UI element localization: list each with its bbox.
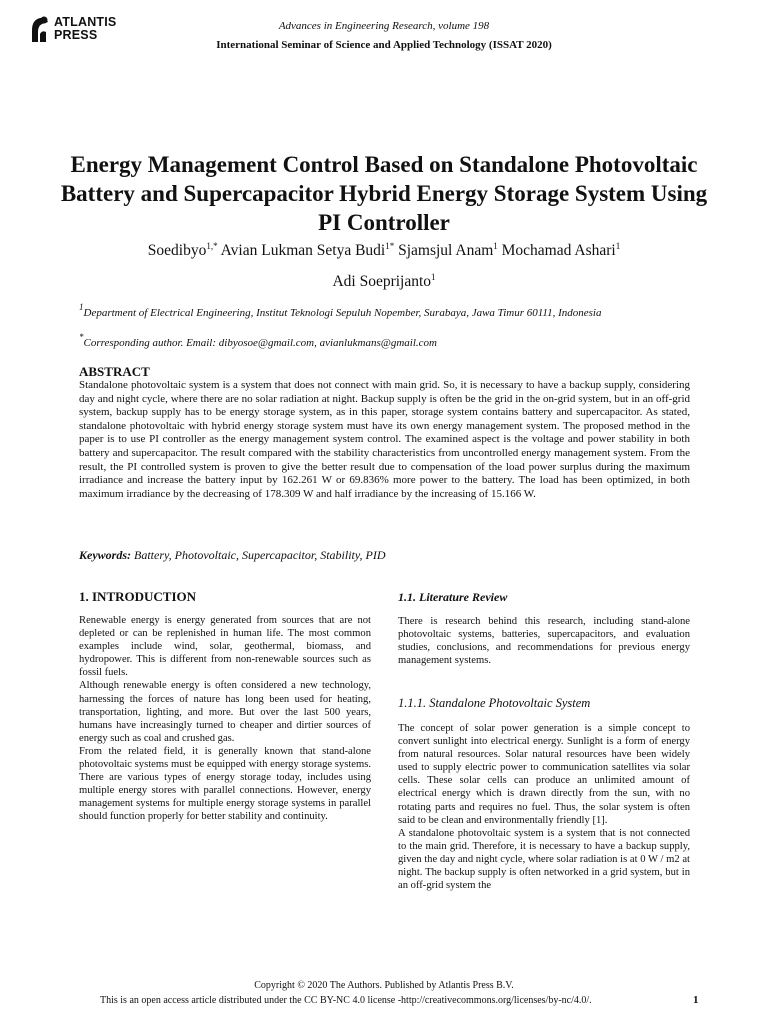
- author-name: Sjamsjul Anam: [398, 242, 494, 259]
- standalone-paragraph: The concept of solar power generation is a simple concept to convert sunlight into electrical energy. Sunlight is a form of energy from natural resources. Solar natural resources have been widely used to supply electric power to communication satellites via solar cells. These solar cells can produce an unlimited amount of electrical energy which is drawn directly from the sun, with no rotating parts and requires no fuel. Thus, the solar system is often said to be clean and environmentally friendly [1].: [398, 723, 690, 826]
- conference-name: International Seminar of Science and Applied Technology (ISSAT 2020): [216, 39, 552, 51]
- intro-paragraph: From the related field, it is generally known that stand-alone photovoltaic systems must be equipped with energy storage systems. There are various types of energy storage today, includes using multiple energy stores with parallel connections. However, energy management systems for multiple energy storage systems in parallel should function properly for better stability and continuity.: [79, 745, 371, 823]
- literature-paragraph: There is research behind this research, including stand-alone photovoltaic systems, batteries, supercapacitors, and evaluation studies, conclusions, and recommendations for previous energy management systems.: [398, 616, 690, 667]
- affiliation-text: Department of Electrical Engineering, Institut Teknologi Sepuluh Nopember, Surabaya, Jawa Timur 60111, Indonesia: [83, 307, 602, 319]
- standalone-pv-heading: 1.1.1. Standalone Photovoltaic System: [398, 696, 591, 710]
- author-sup: 1*: [385, 241, 395, 251]
- corresponding-author: [79, 332, 699, 350]
- keywords-text: Battery, Photovoltaic, Supercapacitor, Stability, PID: [134, 548, 386, 562]
- copyright-notice: Copyright © 2020 The Authors. Published by Atlantis Press B.V.: [254, 980, 514, 991]
- intro-paragraph: Renewable energy is energy generated from sources that are not depleted or can be replenished in human life. The most common examples include wind, solar, geothermal, biomass, and hydropower. This is different from non-renewable sources such as fossil fuels.: [79, 615, 371, 679]
- author-sup: 1: [493, 241, 498, 251]
- page-number: 1: [693, 994, 699, 1006]
- author-name: Avian Lukman Setya Budi: [220, 242, 386, 259]
- intro-column: [79, 614, 371, 824]
- paper-title: Energy Management Control Based on Standalone Photovoltaic Battery and Supercapacitor Hybrid Energy Storage System Using PI Controller: [60, 152, 708, 235]
- literature-heading: 1.1. Literature Review: [398, 590, 508, 604]
- corresponding-sup: *: [79, 332, 84, 342]
- intro-heading: 1. INTRODUCTION: [79, 589, 197, 604]
- author-sup: 1: [615, 241, 621, 251]
- intro-paragraph: Although renewable energy is often considered a new technology, harnessing the forces of nature has long been used for heating, transportation, lighting, and more. But over the last 500 years, humans have increasingly turned to cheaper and dirtier sources of energy such as coal and crushed gas.: [79, 680, 371, 744]
- keywords: [79, 548, 690, 563]
- abstract-text: Standalone photovoltaic system is a system that does not connect with main grid. So, it is necessary to have a backup supply, considering day and night cycle, where there are no solar radiation at night. Backup supply is often be the grid in the on-grid system, but in an off-grid system, backup supply has to be energy storage system, as in this paper, storage system contains battery and supercapacitor. As stated, standalone photovoltaic with hybrid energy storage system must have its own energy management system. The proposed method in the paper is to use PI controller as the energy management system control. The examined aspect is the voltage and power stability in both battery and supercapacitor. The result compared with the stability characteristics from uncontrolled energy management system. From the result, the PI controlled system is proven to give the better result due to compensation of the load power surplus during the maximum irradiance and increase the battery input by 162.261 W or 69.836% more power to the battery. The load has been optimized, in both maximum irradiance by the decreasing of 178.309 W and half irradiance by the increasing of 15.166 W.: [79, 379, 690, 500]
- corresponding-text: Corresponding author. Email: dibyosoe@gmail.com, avianlukmans@gmail.com: [83, 337, 437, 349]
- journal-volume: Advances in Engineering Research, volume 198: [278, 20, 490, 32]
- author-name: Soedibyo: [147, 242, 207, 259]
- author-name: Mochamad Ashari: [501, 242, 616, 259]
- standalone-paragraph: A standalone photovoltaic system is a system that is not connected to the main grid. Therefore, it is necessary to have a backup supply, given the day and night cycle, where solar radiation is at 0 W / m2 at night. The backup supply is often networked in a grid system, but in an off-grid system the: [398, 827, 690, 892]
- logo-line2: PRESS: [54, 28, 98, 42]
- author-list: [40, 241, 728, 261]
- keywords-label: Keywords:: [79, 548, 131, 562]
- affiliation-sup: 1: [79, 302, 84, 312]
- author-sup: 1: [431, 272, 436, 282]
- author-name: Adi Soeprijanto: [332, 273, 432, 290]
- author-list-line2: [40, 272, 728, 292]
- literature-column: [398, 615, 690, 667]
- license-notice: This is an open access article distributed under the CC BY-NC 4.0 license -http://creativecommons.org/licenses/by-nc/4.0/.: [100, 995, 592, 1006]
- abstract-heading: ABSTRACT: [79, 364, 150, 379]
- affiliation: [79, 302, 699, 320]
- logo-line1: ATLANTIS: [54, 15, 117, 29]
- standalone-pv-column: [398, 722, 690, 892]
- author-sup: 1,*: [206, 241, 218, 251]
